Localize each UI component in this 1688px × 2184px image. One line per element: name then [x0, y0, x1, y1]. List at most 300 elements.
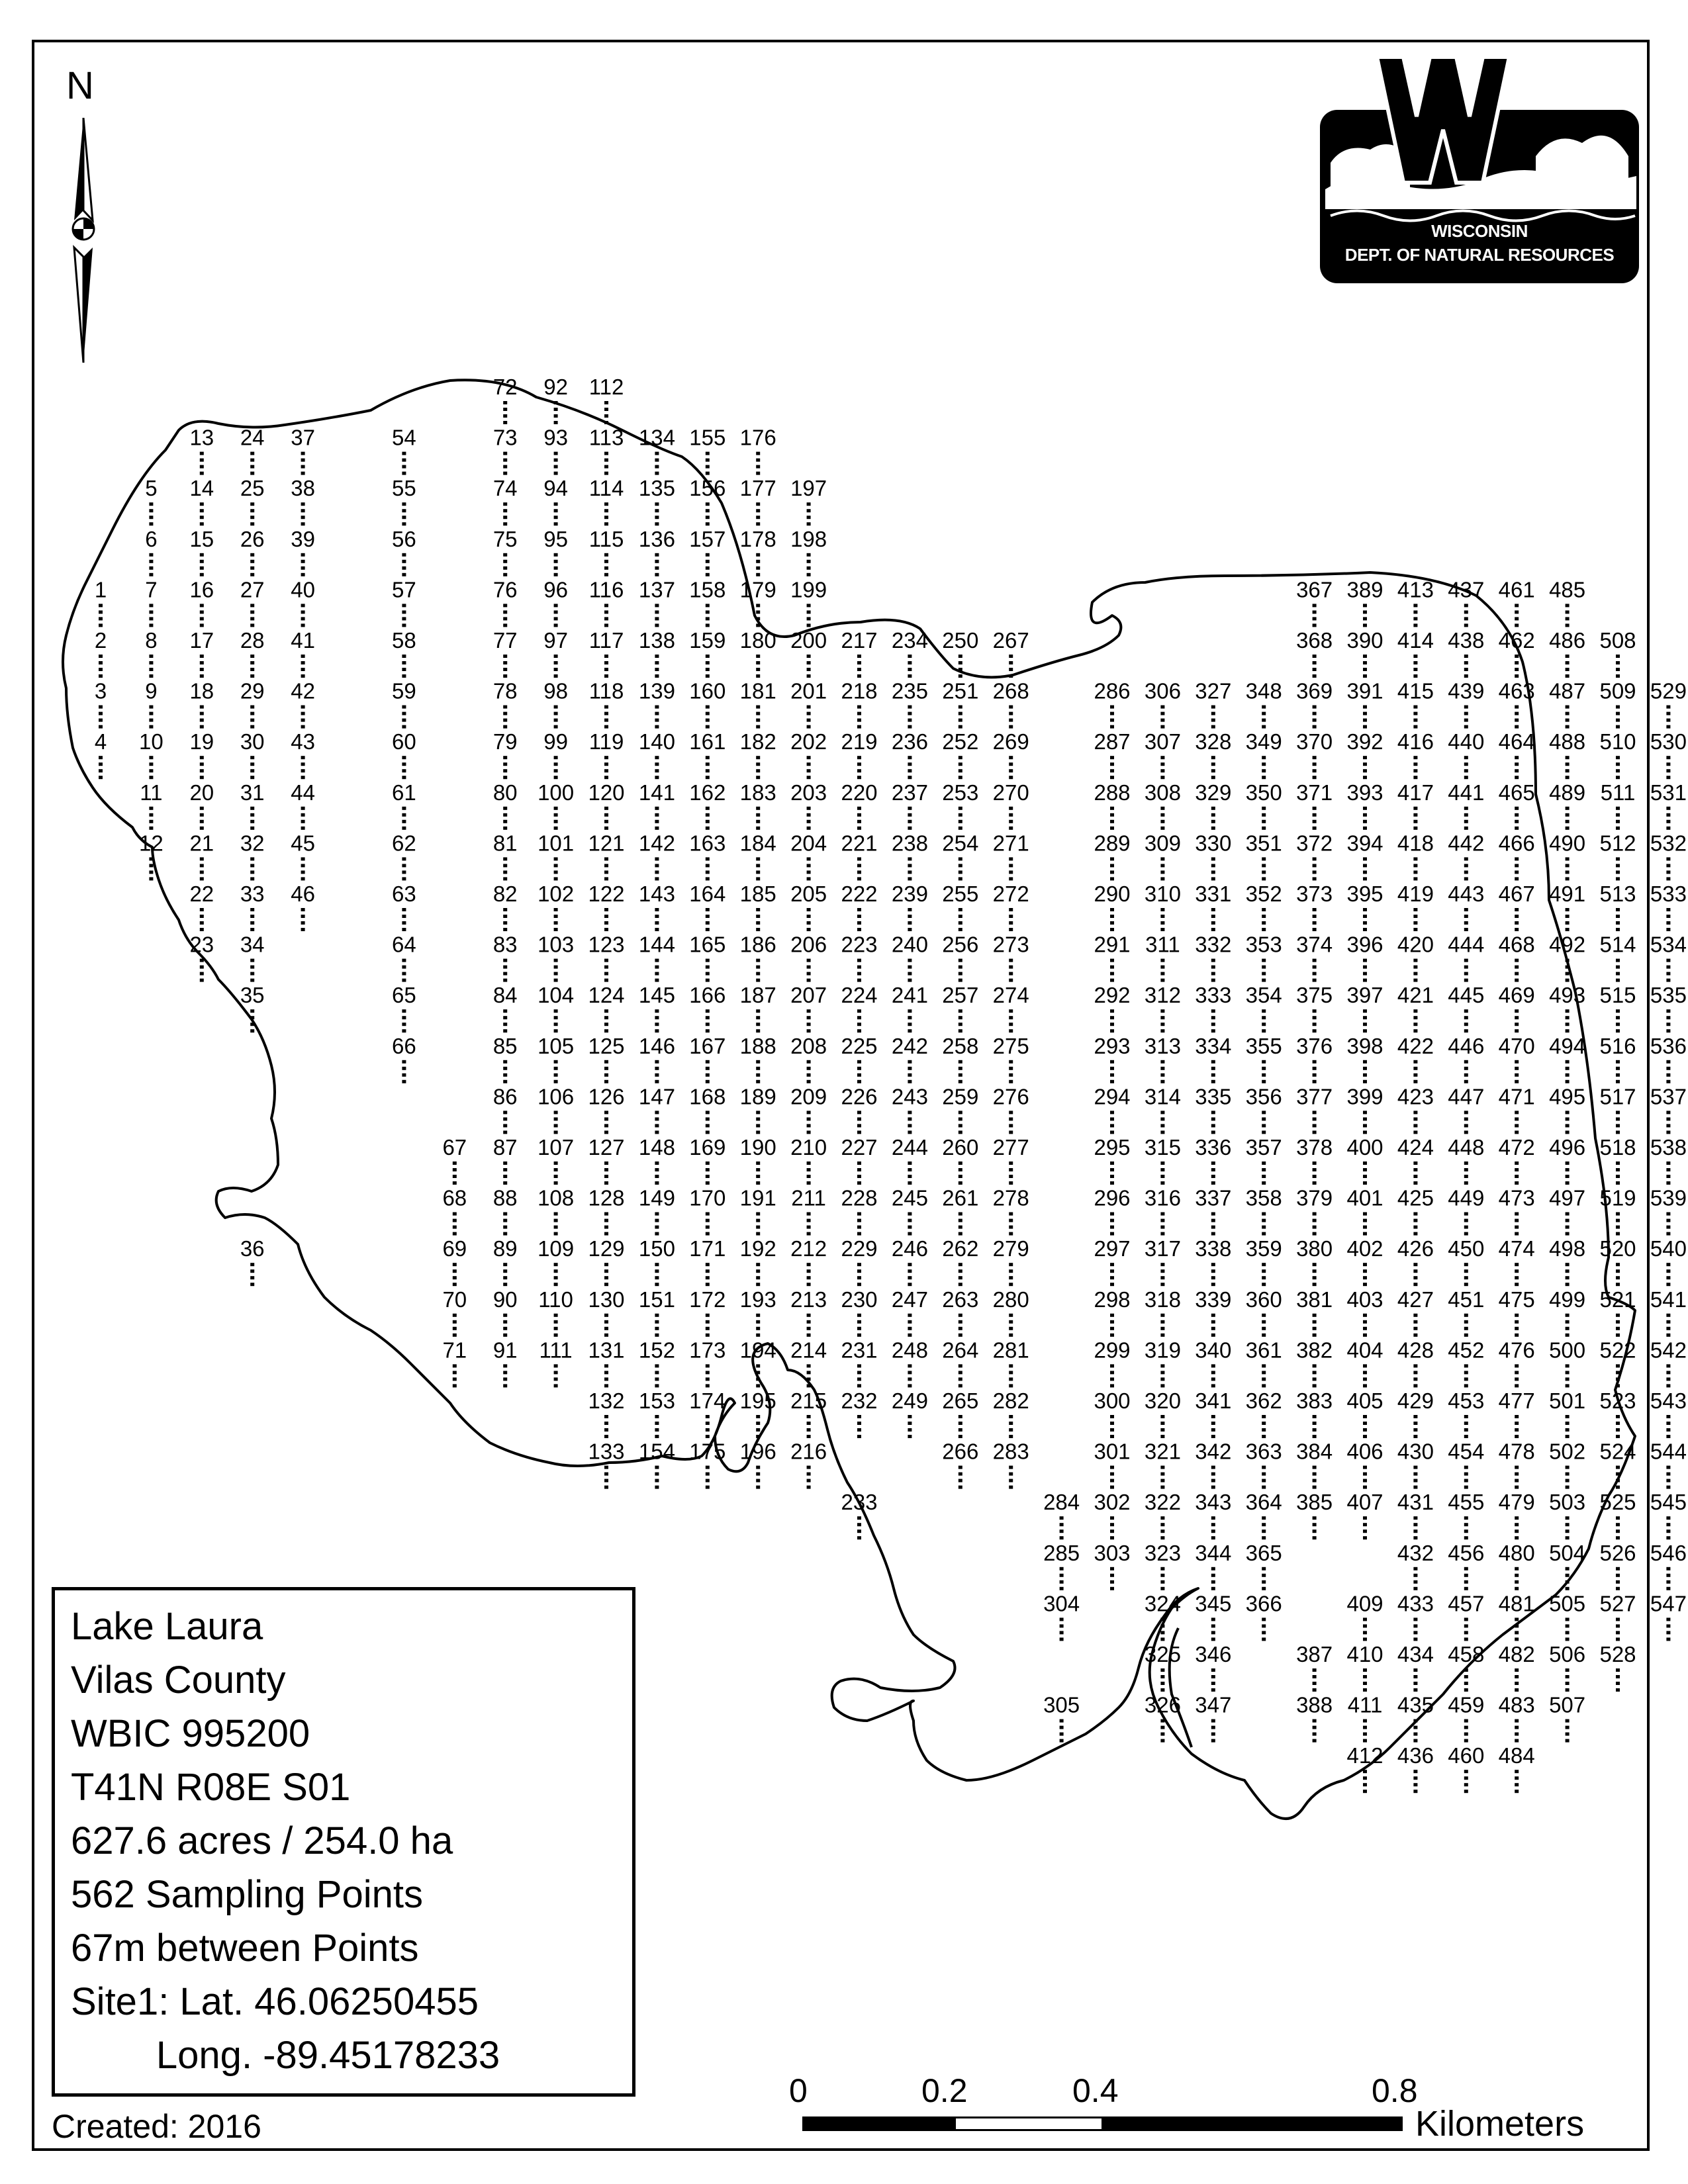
sampling-point-marker: [655, 1479, 659, 1482]
sampling-point-marker: [503, 756, 507, 759]
sampling-point-marker: [857, 1029, 861, 1032]
sampling-point-marker: [1616, 1624, 1620, 1627]
sampling-point-marker: [655, 1212, 659, 1216]
sampling-point-marker: [807, 1334, 811, 1337]
sampling-point-marker: [1666, 864, 1670, 867]
sampling-point-marker: [1616, 674, 1620, 678]
sampling-point-label: 315: [1144, 1135, 1181, 1160]
sampling-point-marker: [1464, 870, 1468, 874]
sampling-point-marker: [554, 1269, 558, 1273]
sampling-point-marker: [908, 655, 912, 658]
sampling-point-marker: [1110, 877, 1114, 880]
sampling-point-marker: [756, 1428, 760, 1432]
sampling-point-marker: [1616, 1422, 1620, 1425]
sampling-point-marker: [402, 459, 406, 462]
sampling-point-marker: [1464, 959, 1468, 962]
sampling-point-marker: [908, 1364, 912, 1367]
sampling-point-marker: [1566, 1029, 1570, 1032]
sampling-point-marker: [706, 908, 710, 911]
sampling-point-label: 199: [790, 577, 827, 602]
sampling-point-marker: [1566, 1226, 1570, 1229]
sampling-point-marker: [706, 1168, 710, 1171]
sampling-point-marker: [1110, 1067, 1114, 1070]
sampling-point-marker: [857, 813, 861, 817]
sampling-point-marker: [1009, 1364, 1013, 1367]
sampling-point-marker: [1363, 712, 1367, 715]
sampling-point-marker: [301, 908, 305, 911]
sampling-point-marker: [1363, 623, 1367, 627]
sampling-point-marker: [250, 928, 254, 931]
sampling-point-marker: [908, 668, 912, 671]
sampling-point-marker: [453, 1226, 457, 1229]
sampling-point-marker: [1515, 877, 1519, 880]
sampling-point-marker: [1211, 1473, 1215, 1476]
sampling-point-label: 184: [739, 831, 776, 856]
sampling-point-marker: [301, 516, 305, 519]
sampling-point-marker: [149, 877, 153, 880]
sampling-point-marker: [857, 959, 861, 962]
sampling-point-marker: [1160, 1435, 1164, 1438]
sampling-point-marker: [706, 966, 710, 969]
sampling-point-marker: [857, 827, 861, 830]
sampling-point-marker: [1515, 661, 1519, 664]
sampling-point-marker: [1009, 1269, 1013, 1273]
sampling-point-marker: [857, 1016, 861, 1019]
sampling-point-marker: [1515, 776, 1519, 779]
sampling-point-label: 308: [1144, 780, 1181, 805]
sampling-point-label: 525: [1599, 1490, 1636, 1515]
sampling-point-label: 183: [739, 780, 776, 805]
sampling-point-label: 114: [588, 476, 624, 501]
sampling-point-label: 513: [1599, 882, 1636, 906]
sampling-point-marker: [706, 1080, 710, 1083]
sampling-point-marker: [1515, 655, 1519, 658]
sampling-point-marker: [1313, 1428, 1317, 1432]
sampling-point-label: 254: [942, 831, 979, 856]
sampling-point-marker: [1160, 1617, 1164, 1621]
sampling-point-marker: [1515, 769, 1519, 772]
sampling-point-marker: [857, 1428, 861, 1432]
sampling-point-marker: [1313, 1466, 1317, 1469]
sampling-point-marker: [604, 1016, 608, 1019]
sampling-point-marker: [1313, 1226, 1317, 1229]
sampling-point-label: 314: [1144, 1084, 1181, 1109]
sampling-point-marker: [1666, 1124, 1670, 1127]
sampling-point-marker: [1211, 827, 1215, 830]
sampling-point-label: 201: [790, 678, 827, 704]
sampling-point-marker: [807, 1415, 811, 1418]
sampling-point-label: 173: [689, 1338, 726, 1363]
sampling-point-marker: [959, 1428, 962, 1432]
sampling-point-marker: [1211, 1334, 1215, 1337]
sampling-point-marker: [99, 655, 103, 658]
sampling-point-label: 299: [1094, 1338, 1131, 1363]
sampling-point-label: 404: [1346, 1338, 1383, 1363]
sampling-point-label: 395: [1346, 882, 1383, 906]
sampling-point-marker: [1616, 1529, 1620, 1533]
sampling-point-marker: [1313, 617, 1317, 620]
sampling-point-label: 207: [790, 983, 827, 1008]
sampling-point-marker: [402, 915, 406, 918]
sampling-point-marker: [402, 959, 406, 962]
sampling-point-marker: [908, 1269, 912, 1273]
sampling-point-marker: [807, 1060, 811, 1064]
sampling-point-marker: [1110, 1117, 1114, 1120]
sampling-point-marker: [402, 725, 406, 729]
sampling-point-marker: [402, 516, 406, 519]
sampling-point-label: 126: [588, 1084, 625, 1109]
sampling-point-marker: [402, 857, 406, 860]
sampling-point-marker: [1313, 1029, 1317, 1032]
sampling-point-label: 421: [1397, 983, 1434, 1008]
sampling-point-marker: [655, 921, 659, 925]
sampling-point-marker: [250, 1016, 254, 1019]
sampling-point-marker: [756, 1422, 760, 1425]
sampling-point-marker: [1110, 1168, 1114, 1171]
sampling-point-marker: [1262, 1175, 1266, 1178]
sampling-point-marker: [1363, 617, 1367, 620]
sampling-point-marker: [301, 465, 305, 469]
sampling-point-marker: [1211, 1688, 1215, 1692]
sampling-point-marker: [959, 1111, 962, 1114]
sampling-point-marker: [959, 769, 962, 772]
sampling-point-label: 258: [942, 1033, 979, 1058]
sampling-point-marker: [301, 674, 305, 678]
sampling-point-marker: [1464, 1428, 1468, 1432]
sampling-point-marker: [807, 1212, 811, 1216]
sampling-point-marker: [149, 705, 153, 709]
sampling-point-marker: [1211, 966, 1215, 969]
sampling-point-marker: [655, 857, 659, 860]
sampling-point-marker: [1616, 928, 1620, 931]
sampling-point-marker: [604, 509, 608, 512]
sampling-point-marker: [807, 915, 811, 918]
sampling-point-marker: [908, 1377, 912, 1381]
sampling-point-label: 313: [1144, 1033, 1181, 1058]
sampling-point-marker: [1009, 1219, 1013, 1222]
sampling-point-marker: [655, 908, 659, 911]
sampling-point-marker: [1666, 762, 1670, 766]
sampling-point-marker: [250, 864, 254, 867]
sampling-point-marker: [706, 1384, 710, 1387]
sampling-point-marker: [857, 1516, 861, 1520]
sampling-point-marker: [1313, 1334, 1317, 1337]
sampling-point-marker: [1313, 1473, 1317, 1476]
sampling-point-marker: [1262, 1479, 1266, 1482]
sampling-point-label: 278: [992, 1185, 1029, 1210]
sampling-point-marker: [1009, 655, 1013, 658]
sampling-point-marker: [200, 813, 204, 817]
sampling-point-marker: [756, 1016, 760, 1019]
sampling-point-label: 269: [992, 729, 1029, 754]
sampling-point-marker: [503, 465, 507, 469]
sampling-point-marker: [503, 1334, 507, 1337]
sampling-point-label: 116: [588, 577, 624, 602]
sampling-point-label: 468: [1498, 932, 1535, 957]
sampling-point-marker: [1009, 1371, 1013, 1374]
sampling-point-label: 103: [538, 932, 575, 957]
sampling-point-label: 467: [1498, 882, 1535, 906]
sampling-point-marker: [554, 1320, 558, 1324]
sampling-point-marker: [301, 712, 305, 715]
sampling-point-marker: [503, 1212, 507, 1216]
sampling-point-marker: [1464, 1168, 1468, 1171]
sampling-point-marker: [1616, 1567, 1620, 1570]
sampling-point-marker: [604, 908, 608, 911]
sampling-point-marker: [1211, 1384, 1215, 1387]
sampling-point-marker: [1515, 705, 1519, 709]
sampling-point-marker: [807, 502, 811, 506]
sampling-point-label: 461: [1498, 577, 1535, 602]
sampling-point-marker: [1515, 756, 1519, 759]
sampling-point-marker: [706, 1263, 710, 1266]
sampling-point-marker: [503, 776, 507, 779]
sampling-point-marker: [402, 712, 406, 715]
sampling-point-label: 521: [1599, 1287, 1636, 1312]
sampling-point-marker: [149, 769, 153, 772]
sampling-point-marker: [1363, 705, 1367, 709]
sampling-point-marker: [1211, 1580, 1215, 1584]
sampling-point-label: 405: [1346, 1388, 1383, 1413]
sampling-point-label: 210: [790, 1135, 827, 1160]
sampling-point-marker: [604, 668, 608, 671]
sampling-point-label: 95: [543, 526, 568, 551]
sampling-point-marker: [1616, 1111, 1620, 1114]
sampling-point-marker: [959, 1029, 962, 1032]
sampling-point-label: 172: [689, 1287, 726, 1312]
sampling-point-marker: [1363, 725, 1367, 729]
sampling-point-marker: [1616, 1435, 1620, 1438]
sampling-point-marker: [200, 827, 204, 830]
sampling-point-marker: [1211, 1161, 1215, 1165]
sampling-point-marker: [1666, 1580, 1670, 1584]
sampling-point-marker: [1363, 1536, 1367, 1539]
sampling-point-marker: [1262, 1111, 1266, 1114]
sampling-point-marker: [554, 870, 558, 874]
sampling-point-marker: [1413, 827, 1417, 830]
sampling-point-marker: [453, 1175, 457, 1178]
sampling-point-marker: [1313, 1080, 1317, 1083]
sampling-point-marker: [908, 813, 912, 817]
sampling-point-label: 325: [1144, 1642, 1181, 1666]
sampling-point-marker: [604, 921, 608, 925]
sampling-point-marker: [554, 1283, 558, 1286]
sampling-point-marker: [959, 979, 962, 982]
sampling-point-marker: [1566, 1422, 1570, 1425]
sampling-point-marker: [1160, 1637, 1164, 1641]
sampling-point-marker: [1616, 1130, 1620, 1134]
sampling-point-marker: [1616, 1415, 1620, 1418]
sampling-point-marker: [1009, 1111, 1013, 1114]
sampling-point-marker: [857, 1111, 861, 1114]
sampling-point-marker: [756, 820, 760, 823]
sampling-point-marker: [655, 1023, 659, 1026]
sampling-point-marker: [1009, 1016, 1013, 1019]
sampling-point-label: 473: [1498, 1185, 1535, 1210]
sampling-point-marker: [554, 705, 558, 709]
sampling-point-marker: [1160, 813, 1164, 817]
sampling-point-marker: [1515, 1212, 1519, 1216]
sampling-point-marker: [402, 674, 406, 678]
sampling-point-marker: [1313, 725, 1317, 729]
sampling-point-marker: [1009, 705, 1013, 709]
sampling-point-marker: [250, 827, 254, 830]
sampling-point-marker: [402, 452, 406, 455]
sampling-point-marker: [604, 560, 608, 563]
sampling-point-label: 132: [588, 1388, 625, 1413]
sampling-point-label: 113: [588, 425, 624, 450]
sampling-point-marker: [655, 655, 659, 658]
sampling-point-label: 81: [492, 831, 518, 856]
sampling-point-marker: [1464, 1466, 1468, 1469]
sampling-point-marker: [706, 668, 710, 671]
sampling-point-marker: [453, 1364, 457, 1367]
sampling-point-marker: [1515, 928, 1519, 931]
sampling-point-marker: [1464, 1327, 1468, 1330]
sampling-point-marker: [1464, 719, 1468, 722]
sampling-point-marker: [655, 604, 659, 607]
sampling-point-marker: [1616, 1688, 1620, 1692]
sampling-point-marker: [857, 979, 861, 982]
sampling-point-marker: [1413, 1435, 1417, 1438]
sampling-point-marker: [756, 1212, 760, 1216]
sampling-point-marker: [706, 1415, 710, 1418]
sampling-point-label: 447: [1448, 1084, 1485, 1109]
sampling-point-marker: [604, 1377, 608, 1381]
sampling-point-marker: [1515, 979, 1519, 982]
sampling-point-marker: [200, 502, 204, 506]
sampling-point-marker: [1160, 1473, 1164, 1476]
sampling-point-marker: [1566, 959, 1570, 962]
sampling-point-marker: [857, 1314, 861, 1317]
sampling-point-label: 156: [689, 476, 726, 501]
sampling-point-label: 240: [891, 932, 928, 957]
sampling-point-label: 287: [1094, 729, 1131, 754]
sampling-point-label: 495: [1549, 1084, 1586, 1109]
sampling-point-label: 202: [790, 729, 827, 754]
sampling-point-label: 388: [1296, 1692, 1333, 1717]
sampling-point-marker: [908, 719, 912, 722]
sampling-point-marker: [807, 1181, 811, 1185]
sampling-point-marker: [604, 1009, 608, 1013]
sampling-point-marker: [1566, 857, 1570, 860]
sampling-point-label: 168: [689, 1084, 726, 1109]
sampling-point-marker: [402, 921, 406, 925]
sampling-point-marker: [1110, 921, 1114, 925]
sampling-point-marker: [857, 877, 861, 880]
sampling-point-marker: [1464, 1739, 1468, 1743]
sampling-point-marker: [908, 1226, 912, 1229]
sampling-point-marker: [1464, 1415, 1468, 1418]
sampling-point-marker: [655, 1269, 659, 1273]
sampling-point-marker: [1566, 762, 1570, 766]
sampling-point-marker: [301, 502, 305, 506]
sampling-point-marker: [250, 553, 254, 557]
sampling-point-marker: [807, 1161, 811, 1165]
sampling-point-marker: [857, 921, 861, 925]
sampling-point-marker: [503, 1232, 507, 1236]
sampling-point-marker: [1262, 1080, 1266, 1083]
sampling-point-marker: [959, 1314, 962, 1317]
sampling-point-label: 107: [538, 1135, 575, 1160]
sampling-point-marker: [1616, 1232, 1620, 1236]
sampling-point-label: 85: [492, 1033, 518, 1058]
sampling-point-marker: [908, 725, 912, 729]
sampling-point-label: 319: [1144, 1338, 1181, 1363]
sampling-point-label: 359: [1245, 1236, 1282, 1261]
sampling-point-marker: [554, 573, 558, 576]
sampling-point-marker: [301, 725, 305, 729]
sampling-point-label: 456: [1448, 1540, 1485, 1565]
sampling-point-marker: [149, 725, 153, 729]
sampling-point-marker: [1009, 1067, 1013, 1070]
sampling-point-marker: [857, 1364, 861, 1367]
sampling-point-label: 295: [1094, 1135, 1131, 1160]
sampling-point-label: 489: [1549, 780, 1586, 805]
sampling-point-label: 188: [739, 1033, 776, 1058]
sampling-point-marker: [807, 966, 811, 969]
sampling-point-marker: [1313, 769, 1317, 772]
sampling-point-marker: [503, 502, 507, 506]
sampling-point-marker: [1363, 655, 1367, 658]
sampling-point-marker: [857, 1060, 861, 1064]
sampling-point-marker: [1413, 1269, 1417, 1273]
sampling-point-marker: [756, 560, 760, 563]
sampling-point-label: 153: [638, 1388, 675, 1413]
sampling-point-label: 128: [588, 1185, 625, 1210]
sampling-point-marker: [1009, 1320, 1013, 1324]
sampling-point-marker: [1464, 655, 1468, 658]
sampling-point-marker: [706, 1124, 710, 1127]
sampling-point-marker: [149, 661, 153, 664]
sampling-point-marker: [1160, 1479, 1164, 1482]
sampling-point-marker: [1464, 1529, 1468, 1533]
sampling-point-label: 526: [1599, 1540, 1636, 1565]
sampling-point-marker: [1009, 921, 1013, 925]
sampling-point-marker: [554, 610, 558, 614]
sampling-point-marker: [1666, 1523, 1670, 1526]
sampling-point-marker: [1363, 1023, 1367, 1026]
sampling-point-marker: [1464, 1567, 1468, 1570]
sampling-point-marker: [1110, 1269, 1114, 1273]
sampling-point-marker: [1110, 813, 1114, 817]
sampling-point-marker: [503, 1181, 507, 1185]
sampling-point-marker: [402, 1073, 406, 1077]
sampling-point-marker: [655, 1111, 659, 1114]
sampling-point-label: 384: [1296, 1439, 1333, 1464]
sampling-point-marker: [1515, 1523, 1519, 1526]
sampling-point-marker: [959, 1080, 962, 1083]
sampling-point-marker: [655, 915, 659, 918]
sampling-point-marker: [1313, 705, 1317, 709]
sampling-point-marker: [604, 1073, 608, 1077]
sampling-point-marker: [1262, 712, 1266, 715]
sampling-point-marker: [1313, 1161, 1317, 1165]
sampling-point-marker: [857, 1422, 861, 1425]
sampling-point-label: 158: [689, 577, 726, 602]
sampling-point-marker: [1262, 1314, 1266, 1317]
sampling-point-label: 69: [442, 1236, 467, 1261]
sampling-point-marker: [1262, 719, 1266, 722]
sampling-point-marker: [908, 820, 912, 823]
sampling-point-marker: [1363, 921, 1367, 925]
sampling-point-marker: [1413, 972, 1417, 976]
sampling-point-marker: [301, 604, 305, 607]
sampling-point-marker: [1566, 1080, 1570, 1083]
sampling-point-marker: [301, 820, 305, 823]
sampling-point-label: 230: [841, 1287, 878, 1312]
sampling-point-marker: [908, 1016, 912, 1019]
